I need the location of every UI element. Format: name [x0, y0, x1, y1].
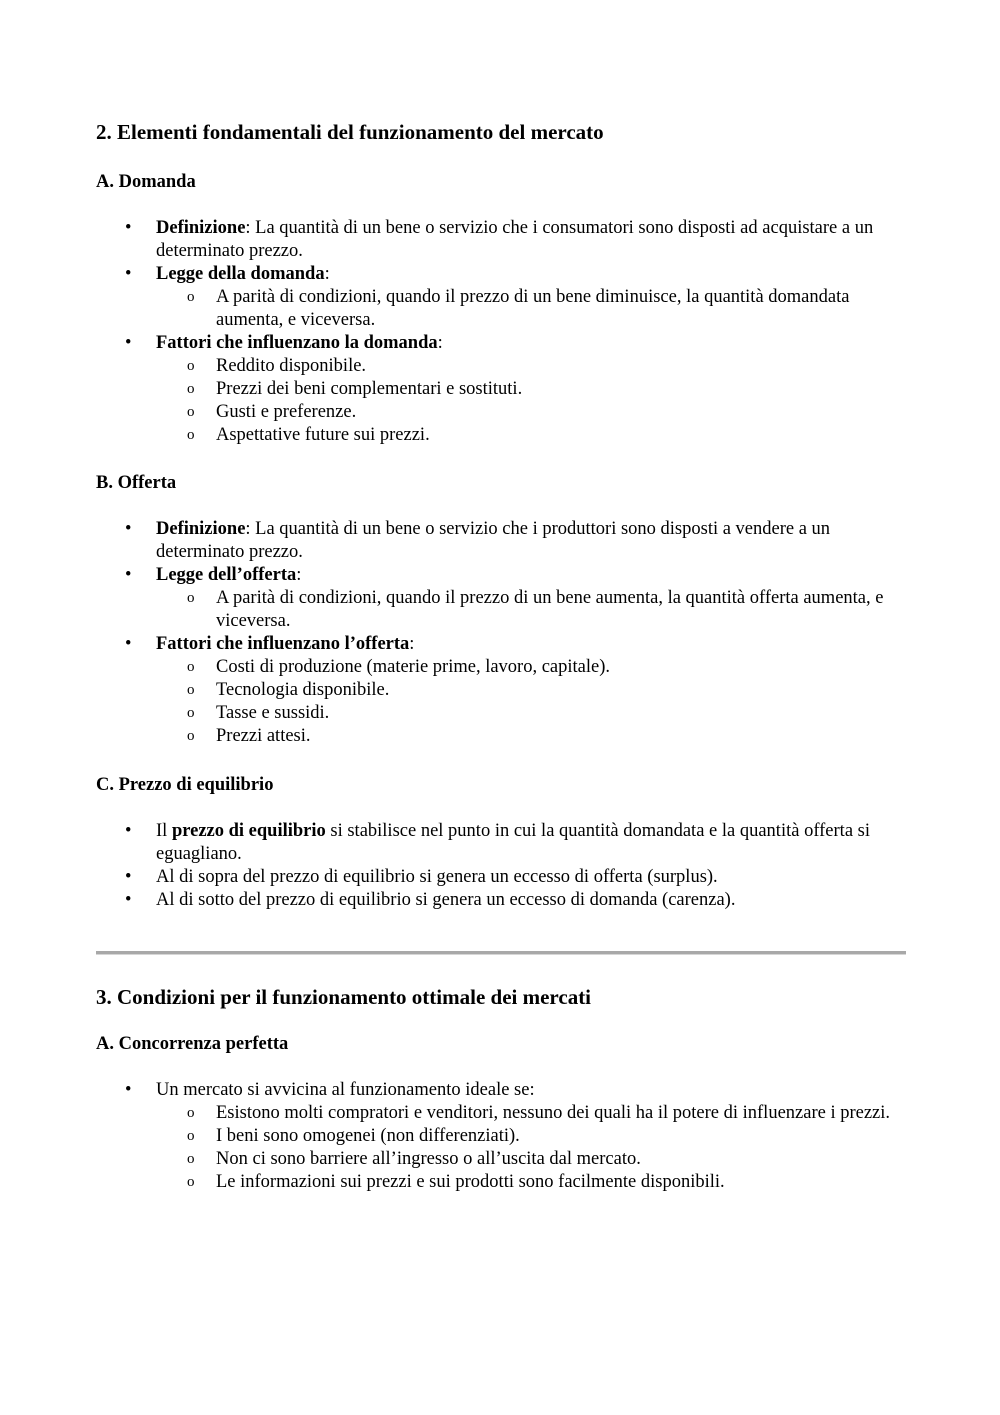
- factors-label: Fattori che influenzano l’offerta: [156, 634, 410, 654]
- law-sublist: [156, 587, 906, 633]
- law-label: Legge della domanda: [156, 264, 325, 284]
- factors-sublist: [156, 656, 906, 748]
- list-item: [96, 263, 906, 332]
- sub-list-item: o A parità di condizioni, quando il prezzo di un bene diminuisce, la quantità domandata aumenta, e viceversa.: [156, 286, 906, 332]
- sub-list-item: o Aspettative future sui prezzi.: [156, 424, 906, 447]
- sub-list-item: o Tecnologia disponibile.: [156, 679, 906, 702]
- sub-list-item: o Non ci sono barriere all’ingresso o all’uscita dal mercato.: [156, 1148, 906, 1171]
- factors-label: Fattori che influenzano la domanda: [156, 333, 438, 353]
- sub-list-item: o Le informazioni sui prezzi e sui prodotti sono facilmente disponibili.: [156, 1171, 906, 1194]
- sub-list-item: o Gusti e preferenze.: [156, 401, 906, 424]
- factors-suffix: :: [409, 634, 415, 654]
- heading-domanda: A. Domanda: [96, 172, 196, 192]
- law-suffix: :: [324, 264, 330, 284]
- list-item: • Al di sotto del prezzo di equilibrio si genera un eccesso di domanda (carenza).: [96, 889, 906, 912]
- list-item: [96, 217, 906, 263]
- factors-suffix: :: [437, 333, 443, 353]
- offerta-list: [96, 518, 906, 748]
- list-item: [96, 820, 906, 866]
- sub-list-item: o Costi di produzione (materie prime, lavoro, capitale).: [156, 656, 906, 679]
- sub-list-item: o Reddito disponibile.: [156, 355, 906, 378]
- law-suffix: :: [296, 565, 302, 585]
- equilibrium-term: prezzo di equilibrio: [171, 821, 326, 841]
- def-label: Definizione: [156, 218, 246, 238]
- sub-list-item: o A parità di condizioni, quando il prezzo di un bene aumenta, la quantità offerta aumenta, e viceversa.: [156, 587, 906, 633]
- section-3-title: 3. Condizioni per il funzionamento ottimale dei mercati: [96, 985, 592, 1009]
- sub-list-item: o Esistono molti compratori e venditori, nessuno dei quali ha il potere di influenzare i prezzi.: [156, 1102, 906, 1125]
- list-item: [96, 1079, 906, 1194]
- def-label: Definizione: [156, 519, 246, 539]
- list-item: [96, 633, 906, 748]
- list-item: [96, 332, 906, 447]
- def-text: : La quantità di un bene o servizio che i produttori sono disposti a vendere a un determinato prezzo.: [156, 519, 831, 562]
- conditions-sublist: [156, 1102, 906, 1194]
- law-label: Legge dell’offerta: [156, 565, 297, 585]
- domanda-list: [96, 217, 906, 447]
- horizontal-divider: [96, 951, 906, 955]
- item-prefix: Il: [156, 821, 172, 841]
- concorrenza-list: [96, 1079, 906, 1194]
- intro-text: Un mercato si avvicina al funzionamento ideale se:: [156, 1080, 535, 1100]
- sub-list-item: o I beni sono omogenei (non differenziati).: [156, 1125, 906, 1148]
- sub-list-item: o Prezzi dei beni complementari e sostituti.: [156, 378, 906, 401]
- list-item: [96, 518, 906, 564]
- list-item: • Al di sopra del prezzo di equilibrio si genera un eccesso di offerta (surplus).: [96, 866, 906, 889]
- list-item: [96, 564, 906, 633]
- sub-list-item: o Tasse e sussidi.: [156, 702, 906, 725]
- law-sublist: [156, 286, 906, 332]
- heading-offerta: B. Offerta: [96, 473, 177, 493]
- item-text: si stabilisce nel punto in cui la quantità domandata e la quantità offerta si eguagliano.: [156, 821, 870, 864]
- section-2-title: 2. Elementi fondamentali del funzionamento del mercato: [96, 120, 604, 144]
- factors-sublist: [156, 355, 906, 447]
- def-text: : La quantità di un bene o servizio che i consumatori sono disposti ad acquistare a un determinato prezzo.: [156, 218, 874, 261]
- equilibrio-list: [96, 820, 906, 912]
- sub-list-item: o Prezzi attesi.: [156, 725, 906, 748]
- heading-concorrenza: A. Concorrenza perfetta: [96, 1034, 289, 1054]
- heading-equilibrio: C. Prezzo di equilibrio: [96, 775, 274, 795]
